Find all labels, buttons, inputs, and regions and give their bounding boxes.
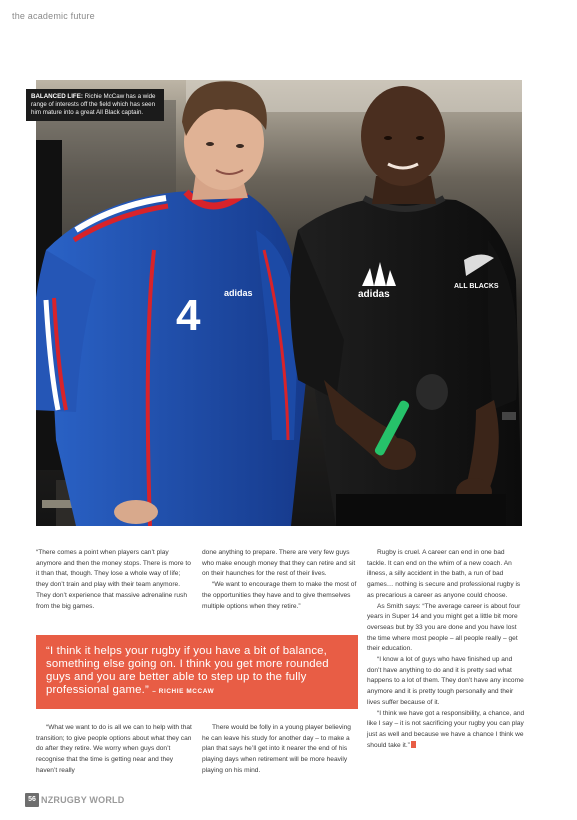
pull-quote-body: “I think it helps your rugby if you have a bit of balance, something else going on. I think you get more rounded guys and you are better able to step up to the fully professional game.” xyxy=(46,645,329,696)
publication-name: NZRUGBY WORLD xyxy=(41,795,125,805)
column-3 xyxy=(367,548,525,751)
paragraph: “We want to encourage them to make the most of the opportunities they have and to give themselves multiple options when they retire.” xyxy=(202,581,357,610)
page-number: 56 xyxy=(25,793,39,807)
end-mark-icon xyxy=(411,741,416,748)
paragraph: There would be folly in a young player believing he can leave his study for another day – to make a plan that says he’ll get into it nearer the end of his playing days when retirement will be more heavily playing on his mind. xyxy=(202,724,351,774)
right-jersey-brand: adidas xyxy=(358,289,390,300)
pull-quote-text xyxy=(46,645,348,698)
pull-quote xyxy=(36,635,358,709)
column-1-bottom xyxy=(36,723,192,777)
caption-text: Richie McCaw has a wide range of interests off the field which has seen him mature into a great All Black captain. xyxy=(31,93,156,116)
column-1-top xyxy=(36,548,192,612)
paragraph: “There comes a point when players can’t play anymore and then the money stops. There is more to it than that, though. They lose a whole way of life; they don’t train and play with their team anymore. They don’t experience that massive adrenaline rush from the big games. xyxy=(36,549,191,610)
jersey-number: 4 xyxy=(176,291,201,340)
left-jersey-brand: adidas xyxy=(224,288,253,298)
paragraph: Rugby is cruel. A career can end in one bad tackle. It can end on the whim of a new coach. An illness, a silly accident in the bath, a run of bad games… nothing is secure and professional rugby is as precarious a career as anyone could choose. xyxy=(367,549,521,599)
caption-title: BALANCED LIFE: xyxy=(31,93,83,100)
paragraph: As Smith says: “The average career is about four years in Super 14 and you might get a little bit more overseas but by 33 you are done and you have lost the time where most people – all people really – get their education. xyxy=(367,602,521,653)
feature-photo xyxy=(36,80,522,526)
photo-caption xyxy=(26,89,164,121)
paragraph: “I know a lot of guys who have finished up and don’t have anything to do and it is pretty sad what happens to a lot of them. They don’t have any income anymore and it is pretty tough personally and their lives suffer because of it. xyxy=(367,656,524,706)
all-blacks-label: ALL BLACKS xyxy=(454,283,499,290)
paragraph: “What we want to do is all we can to help with that transition; to give people options about what they can do after they retire. We worry when guys don’t recognise that the time is getting near and they haven’t really xyxy=(36,724,192,774)
column-2-top xyxy=(202,548,358,612)
paragraph: done anything to prepare. There are very few guys who make enough money that they can retire and sit on their haunches for the rest of their lives. xyxy=(202,549,356,578)
closing-paragraph-text: “I think we have got a responsibility, a chance, and like I say – it is not sacrificing your rugby you can play just as well and because we have a chance I think we should take it.” xyxy=(367,709,525,749)
section-label: the academic future xyxy=(12,11,95,21)
paragraph xyxy=(367,709,525,752)
photo-illustration xyxy=(36,80,522,526)
column-2-bottom xyxy=(202,723,358,777)
pull-quote-attribution: – RICHIE MCCAW xyxy=(152,688,215,695)
